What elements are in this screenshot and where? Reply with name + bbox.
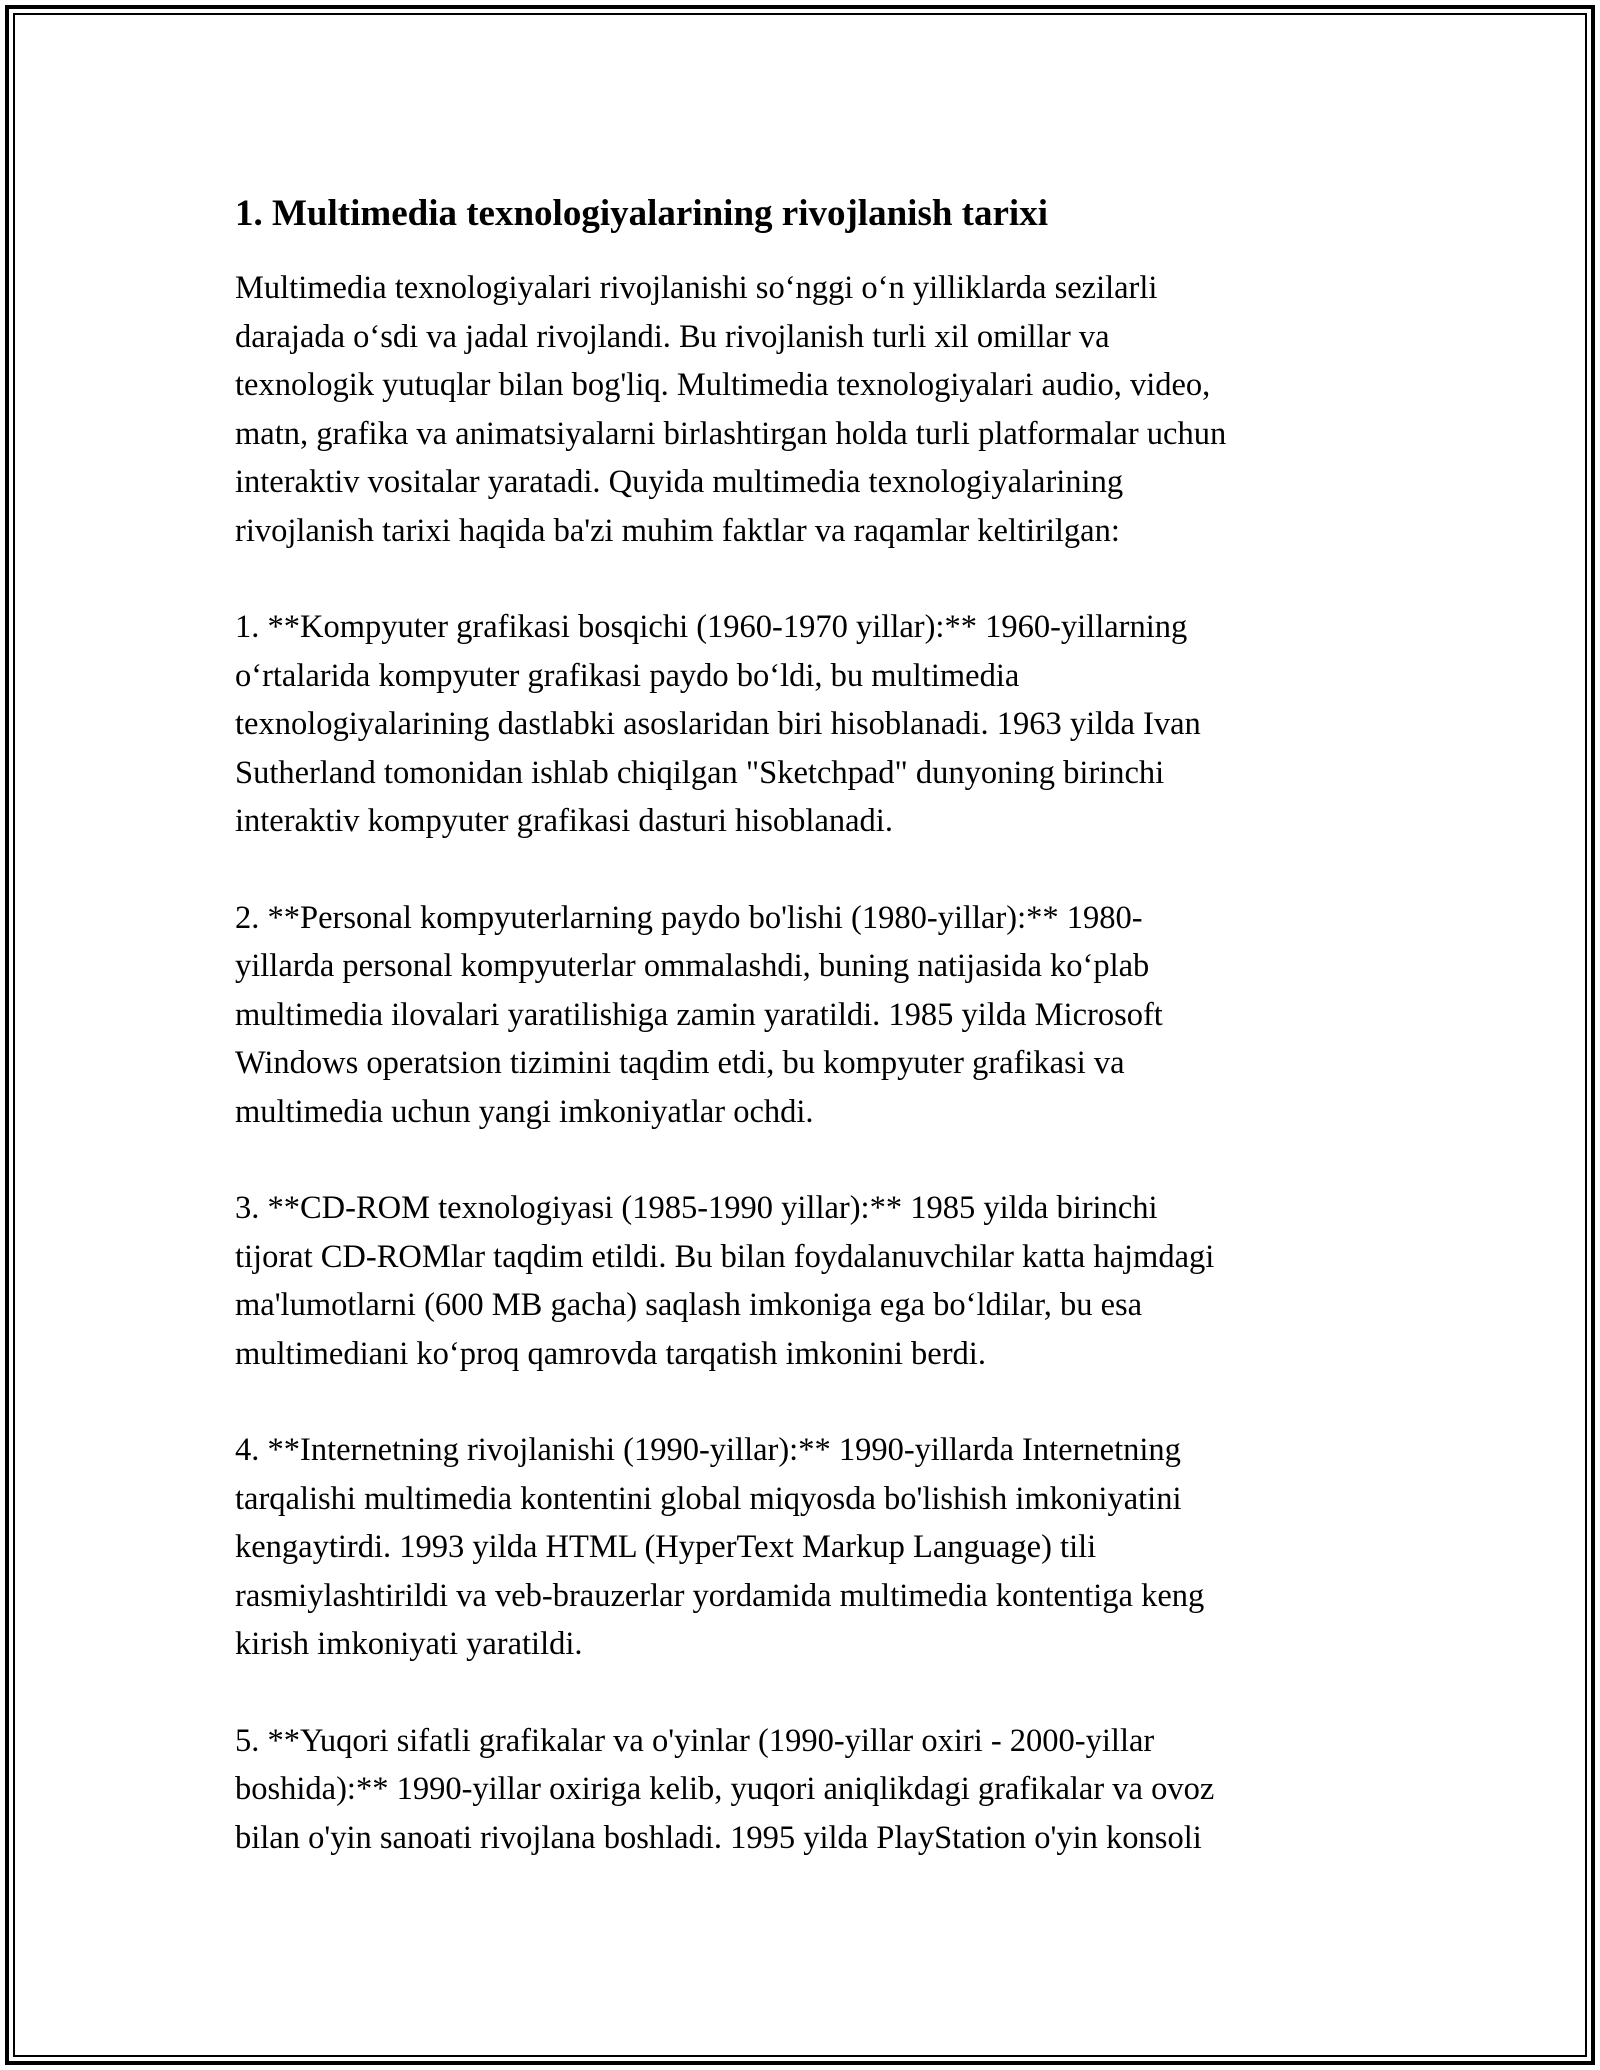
text-line: tijorat CD-ROMlar taqdim etildi. Bu bilan foydalanuvchilar katta hajmdagi bbox=[235, 1238, 1215, 1275]
text-line: interaktiv kompyuter grafikasi dasturi hisoblanadi. bbox=[235, 803, 893, 839]
intro-paragraph bbox=[235, 264, 1365, 555]
text-line: multimedia uchun yangi imkoniyatlar ochdi. bbox=[235, 1093, 814, 1130]
text-line: multimedia ilovalari yaratilishiga zamin yaratildi. 1985 yilda Microsoft bbox=[235, 996, 1163, 1033]
list-item-computer-graphics bbox=[235, 603, 1365, 846]
text-line: Windows operatsion tizimini taqdim etdi, bu kompyuter grafikasi va bbox=[235, 1045, 1125, 1081]
text-line: boshida):** 1990-yillar oxiriga kelib, yuqori aniqlikdagi grafikalar va ovoz bbox=[235, 1771, 1215, 1807]
text-line: kengaytirdi. 1993 yilda HTML (HyperText Markup Language) tili bbox=[235, 1529, 1097, 1565]
text-line: multimediani ko‘proq qamrovda tarqatish imkonini berdi. bbox=[235, 1335, 986, 1372]
text-line: tarqalishi multimedia kontentini global miqyosda bo'lishish imkoniyatini bbox=[235, 1480, 1182, 1517]
text-line: yillarda personal kompyuterlar ommalashdi, buning natijasida ko‘plab bbox=[235, 948, 1150, 984]
text-line: 2. **Personal kompyuterlarning paydo bo'lishi (1980-yillar):** 1980- bbox=[235, 899, 1143, 936]
text-line: 3. **CD-ROM texnologiyasi (1985-1990 yillar):** 1985 yilda birinchi bbox=[235, 1190, 1158, 1226]
text-line: Sutherland tomonidan ishlab chiqilgan "Sketchpad" dunyoning birinchi bbox=[235, 754, 1165, 791]
text-line: 4. **Internetning rivojlanishi (1990-yillar):** 1990-yillarda Internetning bbox=[235, 1432, 1181, 1468]
text-line: texnologiyalarining dastlabki asoslaridan biri hisoblanadi. 1963 yilda Ivan bbox=[235, 706, 1201, 742]
text-line: bilan o'yin sanoati rivojlana boshladi. 1995 yilda PlayStation o'yin konsoli bbox=[235, 1819, 1202, 1856]
list-item-internet bbox=[235, 1426, 1365, 1669]
text-line: texnologik yutuqlar bilan bog'liq. Multimedia texnologiyalari audio, video, bbox=[235, 367, 1211, 403]
text-line: rivojlanish tarixi haqida ba'zi muhim faktlar va raqamlar keltirilgan: bbox=[235, 512, 1120, 549]
text-line: interaktiv vositalar yaratadi. Quyida multimedia texnologiyalarining bbox=[235, 464, 1124, 500]
text-line: darajada o‘sdi va jadal rivojlandi. Bu rivojlanish turli xil omillar va bbox=[235, 318, 1110, 355]
text-line: Multimedia texnologiyalari rivojlanishi so‘nggi o‘n yilliklarda sezilarli bbox=[235, 270, 1158, 306]
list-item-personal-computers bbox=[235, 894, 1365, 1137]
text-line: rasmiylashtirildi va veb-brauzerlar yordamida multimedia kontentiga keng bbox=[235, 1577, 1205, 1614]
text-line: kirish imkoniyati yaratildi. bbox=[235, 1626, 583, 1662]
text-line: matn, grafika va animatsiyalarni birlashtirgan holda turli platformalar uchun bbox=[235, 415, 1227, 452]
section-heading: 1. Multimedia texnologiyalarining rivojlanish tarixi bbox=[235, 193, 1048, 234]
list-item-graphics-games bbox=[235, 1717, 1365, 1863]
text-line: o‘rtalarida kompyuter grafikasi paydo bo‘ldi, bu multimedia bbox=[235, 657, 1020, 694]
text-line: ma'lumotlarni (600 MB gacha) saqlash imkoniga ega bo‘ldilar, bu esa bbox=[235, 1287, 1143, 1323]
list-item-cd-rom bbox=[235, 1184, 1365, 1378]
text-line: 1. **Kompyuter grafikasi bosqichi (1960-1970 yillar):** 1960-yillarning bbox=[235, 609, 1188, 645]
text-line: 5. **Yuqori sifatli grafikalar va o'yinlar (1990-yillar oxiri - 2000-yillar bbox=[235, 1722, 1155, 1759]
document-body bbox=[235, 186, 1365, 1910]
